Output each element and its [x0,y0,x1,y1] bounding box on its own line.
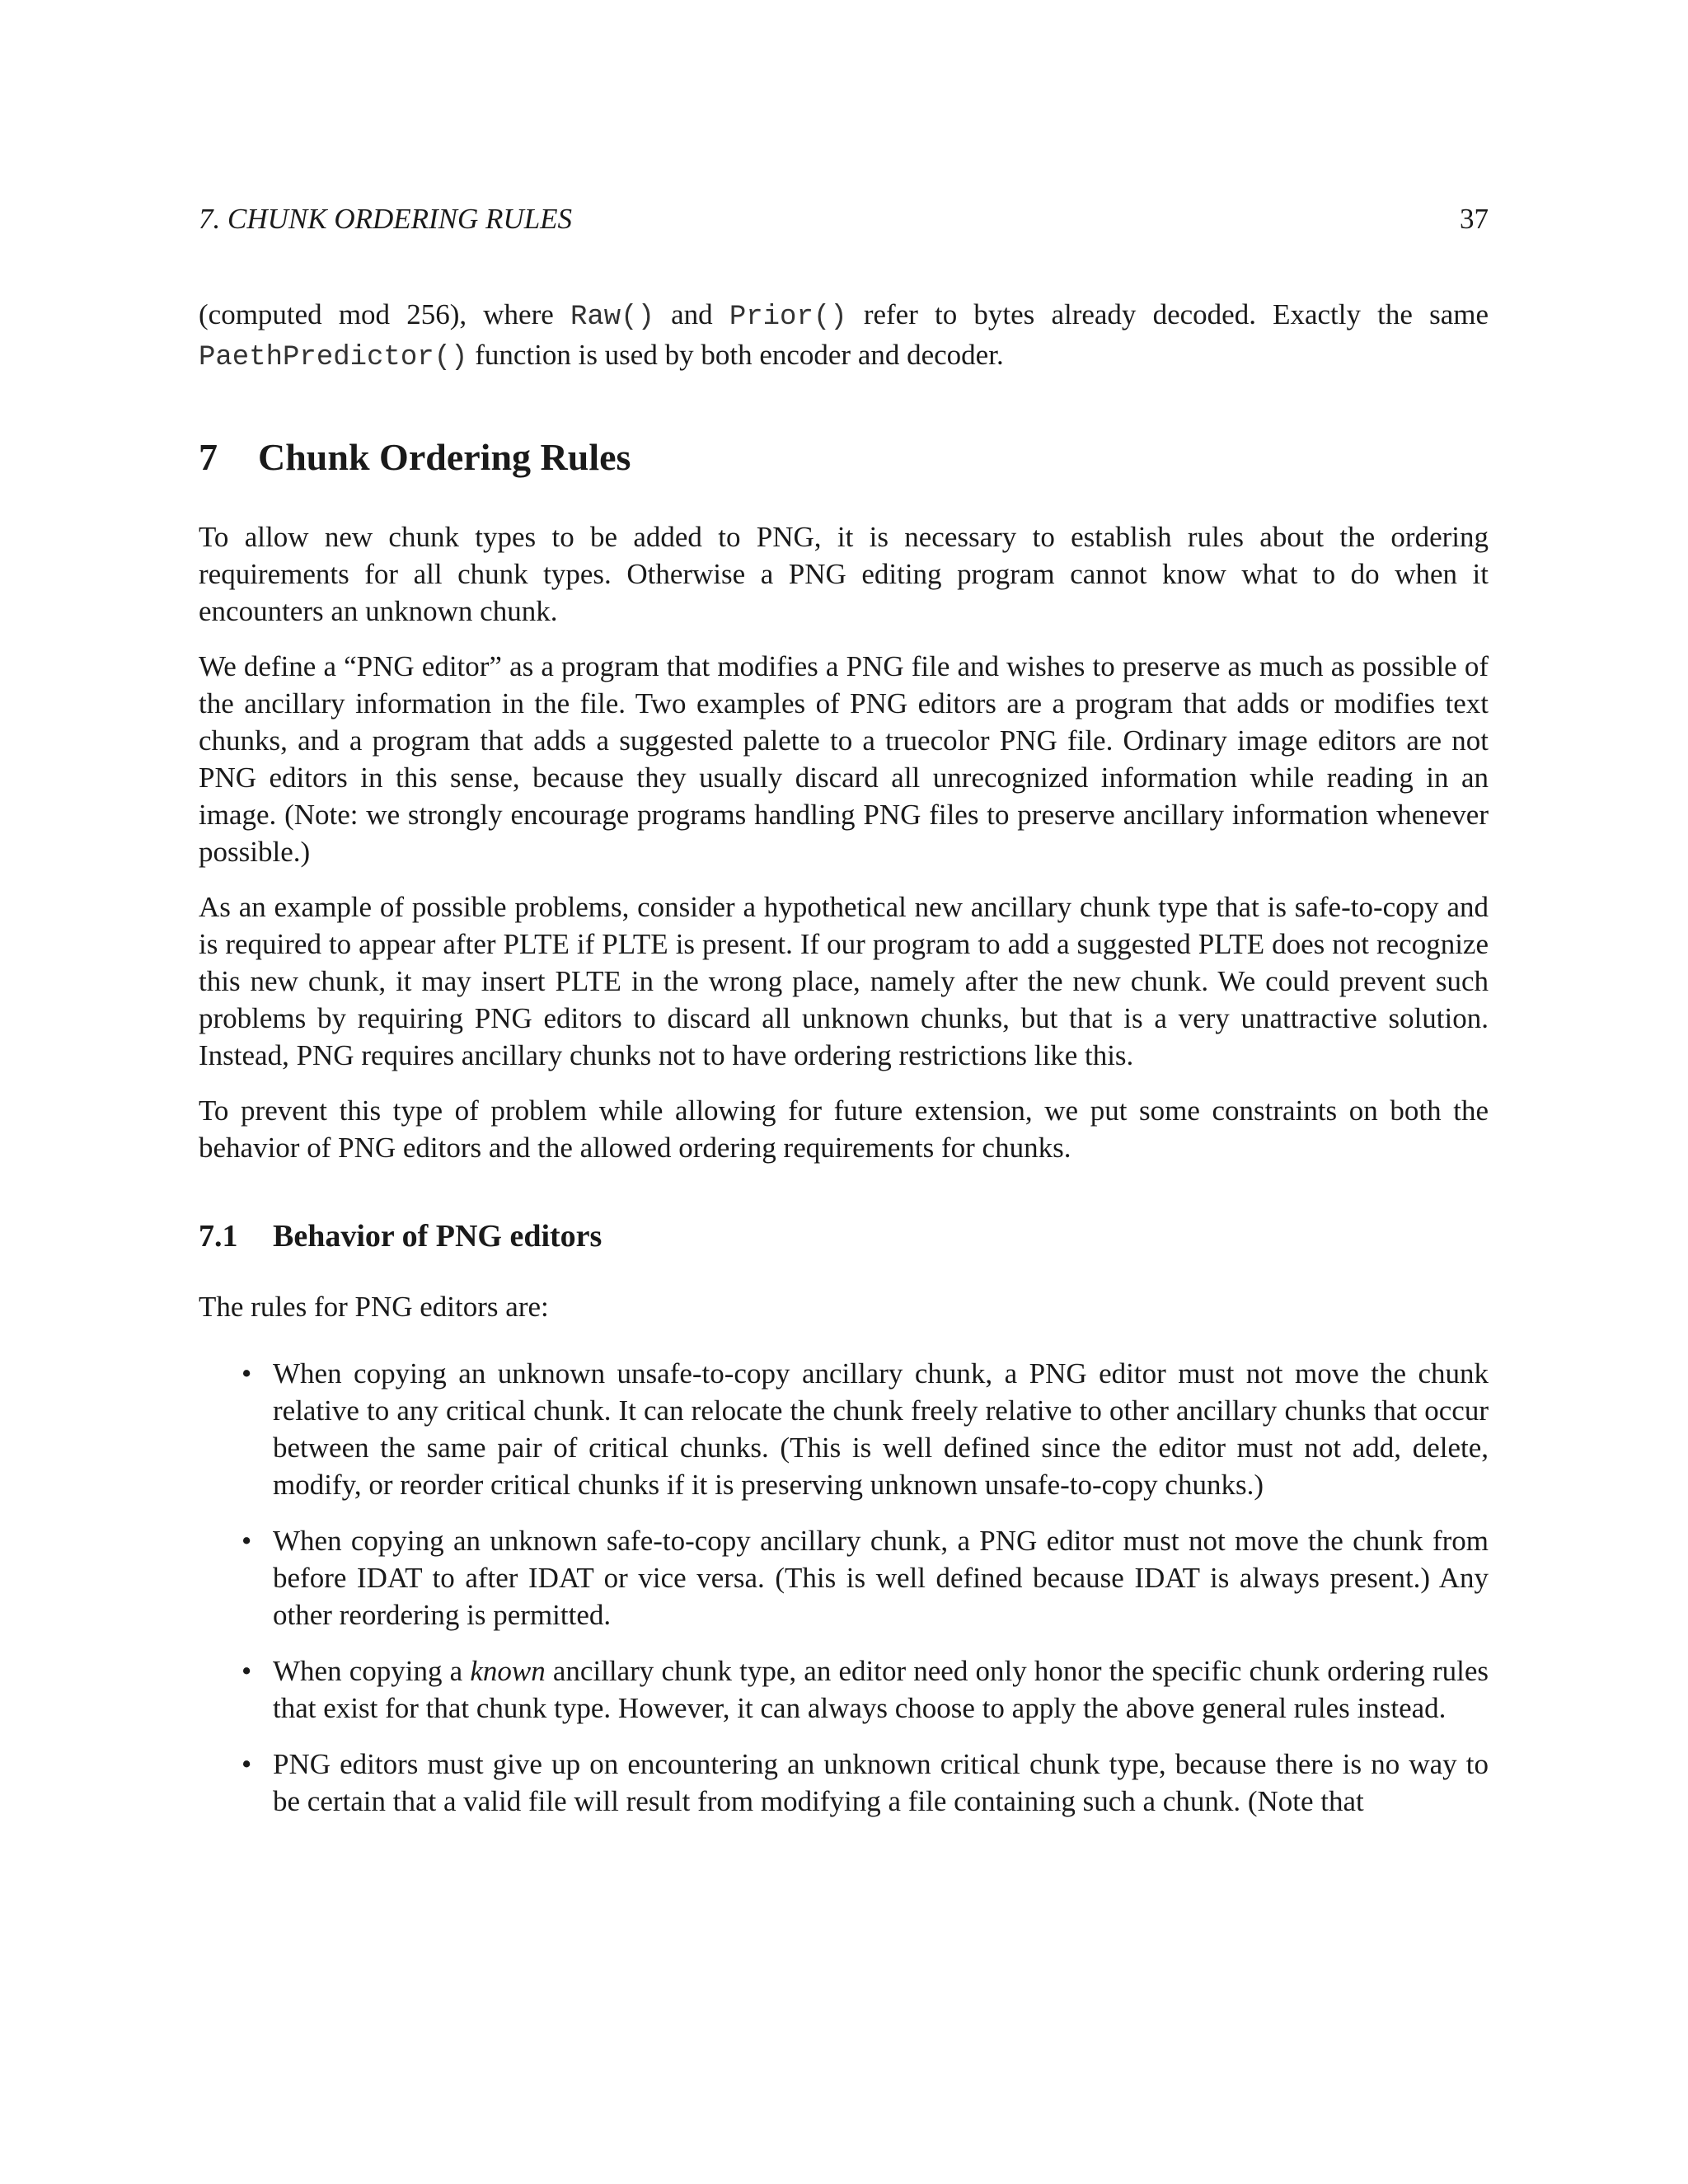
list-item [199,1522,1489,1633]
section-heading [199,433,1489,482]
intro-text-3: refer to bytes already decoded. Exactly the same [846,298,1489,330]
list-item-text: When copying an unknown safe-to-copy ancillary chunk, a PNG editor must not move the chunk from before IDAT to after IDAT or vice versa. (This is well defined because IDAT is always present.) Any other reordering is permitted. [273,1525,1489,1631]
list-item [199,1652,1489,1727]
code-paeth-predictor: PaethPredictor() [199,342,468,373]
rules-list [199,1355,1489,1820]
section-paragraph: To prevent this type of problem while allowing for future extension, we put some constraints on both the behavior of PNG editors and the allowed ordering requirements for chunks. [199,1094,1489,1164]
section-paragraph: To allow new chunk types to be added to PNG, it is necessary to establish rules about the ordering requirements for all chunk types. Otherwise a PNG editing program cannot know what to do when it encounters an unknown chunk. [199,521,1489,627]
intro-paragraph [199,296,1489,377]
bullet-icon: • [241,1525,252,1557]
page-number: 37 [1460,203,1489,235]
bullet-icon: • [241,1357,252,1390]
section-paragraph: We define a “PNG editor” as a program that modifies a PNG file and wishes to preserve as much as possible of the ancillary information in the file. Two examples of PNG editors are a program that adds or modifies text chunks, and a program that adds a suggested palette to a truecolor PNG file. Ordinary image editors are not PNG editors in this sense, because they usually discard all unrecognized information while reading in an image. (Note: we strongly encourage programs handling PNG files to preserve ancillary information whenever possible.) [199,650,1489,868]
intro-text-4: function is used by both encoder and decoder. [467,339,1004,371]
list-item-text: When copying an unknown unsafe-to-copy ancillary chunk, a PNG editor must not move the chunk relative to any critical chunk. It can relocate the chunk freely relative to other ancillary chunks that occur between the same pair of critical chunks. (This is well defined since the editor must not add, delete, modify, or reorder critical chunks if it is preserving unknown unsafe-to-copy chunks.) [273,1357,1489,1501]
code-raw: Raw() [570,302,654,333]
list-item-text: PNG editors must give up on encountering an unknown critical chunk type, because there is no way to be certain that a valid file will result from modifying a file containing such a chunk. (Note that [273,1748,1489,1817]
section-title: Chunk Ordering Rules [258,436,631,478]
intro-text-1: (computed mod 256), where [199,298,570,330]
list-item [199,1746,1489,1820]
bullet-icon: • [241,1748,252,1780]
bullet-icon: • [241,1655,252,1687]
subsection-lead: The rules for PNG editors are: [199,1291,549,1323]
code-prior: Prior() [729,302,847,333]
list-item [199,1355,1489,1503]
page-body [199,296,1489,1839]
document-page [199,0,1489,2184]
subsection-number: 7.1 [199,1219,238,1254]
intro-text-2: and [654,298,729,330]
subsection-heading [199,1216,1489,1257]
list-item-text-pre: When copying a [273,1655,471,1687]
section-number: 7 [199,436,218,478]
emphasis-known: known [470,1655,546,1687]
running-header-title: 7. CHUNK ORDERING RULES [199,203,573,235]
subsection-title: Behavior of PNG editors [273,1219,603,1254]
list-item-text-post: ancillary chunk type, an editor need only honor the specific chunk ordering rules that exist for that chunk type. However, it can always choose to apply the above general rules instead. [273,1655,1489,1724]
section-paragraph: As an example of possible problems, consider a hypothetical new ancillary chunk type that is safe-to-copy and is required to appear after PLTE if PLTE is present. If our program to add a suggested PLTE does not recognize this new chunk, it may insert PLTE in the wrong place, namely after the new chunk. We could prevent such problems by requiring PNG editors to discard all unknown chunks, but that is a very unattractive solution. Instead, PNG requires ancillary chunks not to have ordering restrictions like this. [199,891,1489,1071]
running-header [199,200,1489,238]
